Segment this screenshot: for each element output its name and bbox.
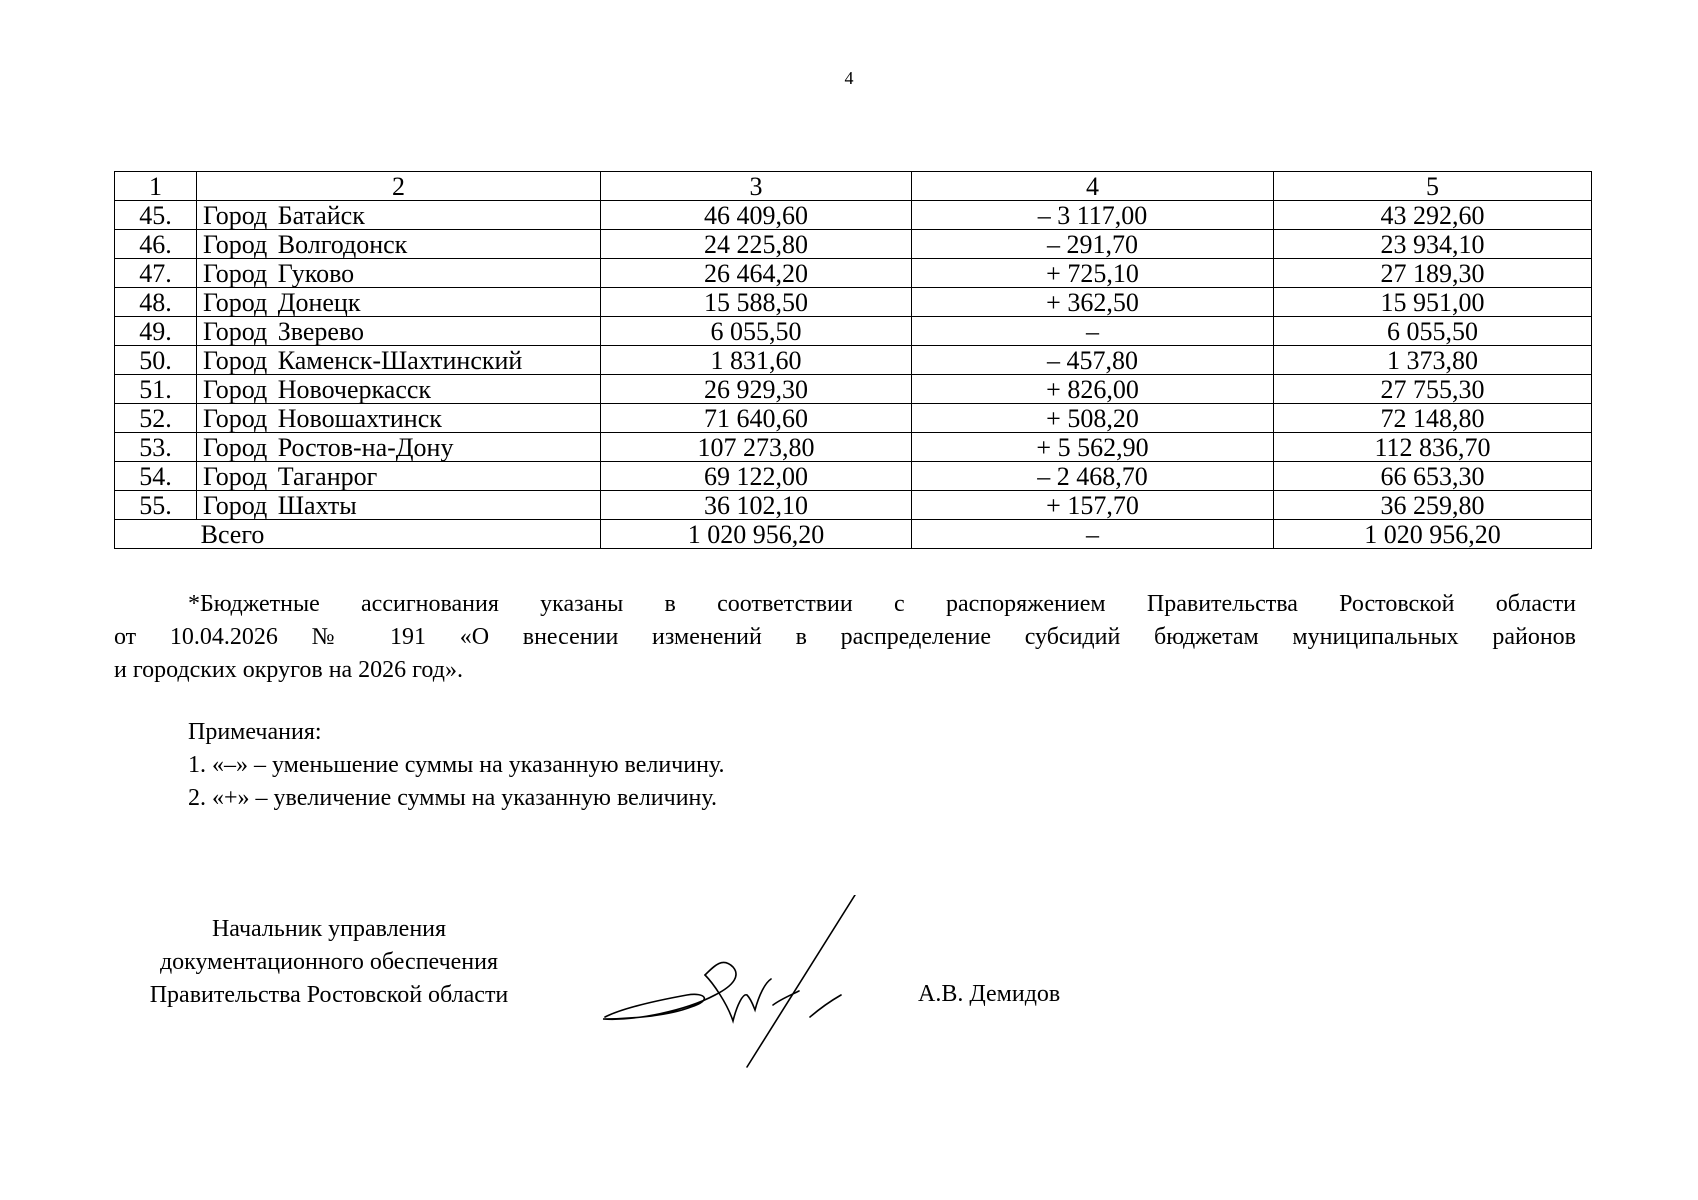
total-final-amount: 1 020 956,20 <box>1274 520 1592 549</box>
municipality-name: Город Волгодонск <box>197 230 601 259</box>
table-row <box>115 433 1592 462</box>
change-amount: – 3 117,00 <box>912 201 1274 230</box>
header-col-2: 2 <box>197 172 601 201</box>
signer-position-line: Начальник управления <box>211 916 447 942</box>
initial-amount: 24 225,80 <box>601 230 912 259</box>
change-amount: + 725,10 <box>912 259 1274 288</box>
table-row <box>115 375 1592 404</box>
table-total-row <box>115 520 1592 549</box>
change-amount: + 508,20 <box>912 404 1274 433</box>
footnote-line-3: и городских округов на 2026 год». <box>114 657 463 683</box>
initial-amount: 15 588,50 <box>601 288 912 317</box>
municipality-name: Город Батайск <box>197 201 601 230</box>
header-col-4: 4 <box>912 172 1274 201</box>
final-amount: 36 259,80 <box>1274 491 1592 520</box>
municipality-name: Город Каменск-Шахтинский <box>197 346 601 375</box>
row-number: 45. <box>115 201 197 230</box>
municipality-name: Город Шахты <box>197 491 601 520</box>
handwritten-signature <box>595 895 895 1070</box>
row-number: 47. <box>115 259 197 288</box>
municipality-name: Город Ростов-на-Дону <box>197 433 601 462</box>
municipality-name: Город Зверево <box>197 317 601 346</box>
signer-position-line: Правительства Ростовской области <box>149 982 509 1008</box>
change-amount: – <box>912 317 1274 346</box>
municipality-name: Город Гуково <box>197 259 601 288</box>
change-amount: + 362,50 <box>912 288 1274 317</box>
table-row <box>115 201 1592 230</box>
notes-block <box>188 716 725 815</box>
signer-position <box>114 913 544 1012</box>
final-amount: 27 189,30 <box>1274 259 1592 288</box>
final-amount: 6 055,50 <box>1274 317 1592 346</box>
municipality-name: Город Новошахтинск <box>197 404 601 433</box>
table-row <box>115 462 1592 491</box>
change-amount: + 157,70 <box>912 491 1274 520</box>
row-number: 52. <box>115 404 197 433</box>
header-col-5: 5 <box>1274 172 1592 201</box>
change-amount: – 457,80 <box>912 346 1274 375</box>
municipality-name: Город Донецк <box>197 288 601 317</box>
change-amount: + 826,00 <box>912 375 1274 404</box>
initial-amount: 71 640,60 <box>601 404 912 433</box>
final-amount: 66 653,30 <box>1274 462 1592 491</box>
signer-name: А.В. Демидов <box>918 981 1061 1007</box>
total-change-amount: – <box>912 520 1274 549</box>
final-amount: 43 292,60 <box>1274 201 1592 230</box>
table-row <box>115 404 1592 433</box>
notes-title: Примечания: <box>188 719 322 745</box>
change-amount: – 291,70 <box>912 230 1274 259</box>
note-item: 1. «–» – уменьшение суммы на указанную величину. <box>188 752 725 778</box>
row-number: 51. <box>115 375 197 404</box>
total-label: Всего <box>115 520 601 549</box>
final-amount: 27 755,30 <box>1274 375 1592 404</box>
initial-amount: 46 409,60 <box>601 201 912 230</box>
table-header-row <box>115 172 1592 201</box>
final-amount: 1 373,80 <box>1274 346 1592 375</box>
allocation-table <box>114 171 1592 549</box>
row-number: 48. <box>115 288 197 317</box>
initial-amount: 1 831,60 <box>601 346 912 375</box>
table-row <box>115 288 1592 317</box>
row-number: 46. <box>115 230 197 259</box>
table-row <box>115 491 1592 520</box>
note-item: 2. «+» – увеличение суммы на указанную величину. <box>188 785 717 811</box>
footnote-line-1: *Бюджетные ассигнования указаны в соответствии с распоряжением Правительства Ростовской области <box>188 591 1576 617</box>
header-col-3: 3 <box>601 172 912 201</box>
page-number: 4 <box>844 68 854 88</box>
row-number: 53. <box>115 433 197 462</box>
table-row <box>115 230 1592 259</box>
table-row <box>115 259 1592 288</box>
initial-amount: 26 464,20 <box>601 259 912 288</box>
final-amount: 23 934,10 <box>1274 230 1592 259</box>
row-number: 55. <box>115 491 197 520</box>
change-amount: – 2 468,70 <box>912 462 1274 491</box>
final-amount: 72 148,80 <box>1274 404 1592 433</box>
table-row <box>115 317 1592 346</box>
header-col-1: 1 <box>115 172 197 201</box>
municipality-name: Город Таганрог <box>197 462 601 491</box>
initial-amount: 36 102,10 <box>601 491 912 520</box>
initial-amount: 107 273,80 <box>601 433 912 462</box>
row-number: 54. <box>115 462 197 491</box>
initial-amount: 6 055,50 <box>601 317 912 346</box>
signer-position-line: документационного обеспечения <box>159 949 499 975</box>
final-amount: 15 951,00 <box>1274 288 1592 317</box>
footnote <box>114 588 1576 687</box>
table-row <box>115 346 1592 375</box>
initial-amount: 26 929,30 <box>601 375 912 404</box>
initial-amount: 69 122,00 <box>601 462 912 491</box>
total-initial-amount: 1 020 956,20 <box>601 520 912 549</box>
footnote-line-2: от 10.04.2026 № 191 «О внесении изменений в распределение субсидий бюджетам муниципальных районов <box>114 624 1576 650</box>
row-number: 50. <box>115 346 197 375</box>
municipality-name: Город Новочеркасск <box>197 375 601 404</box>
final-amount: 112 836,70 <box>1274 433 1592 462</box>
change-amount: + 5 562,90 <box>912 433 1274 462</box>
row-number: 49. <box>115 317 197 346</box>
